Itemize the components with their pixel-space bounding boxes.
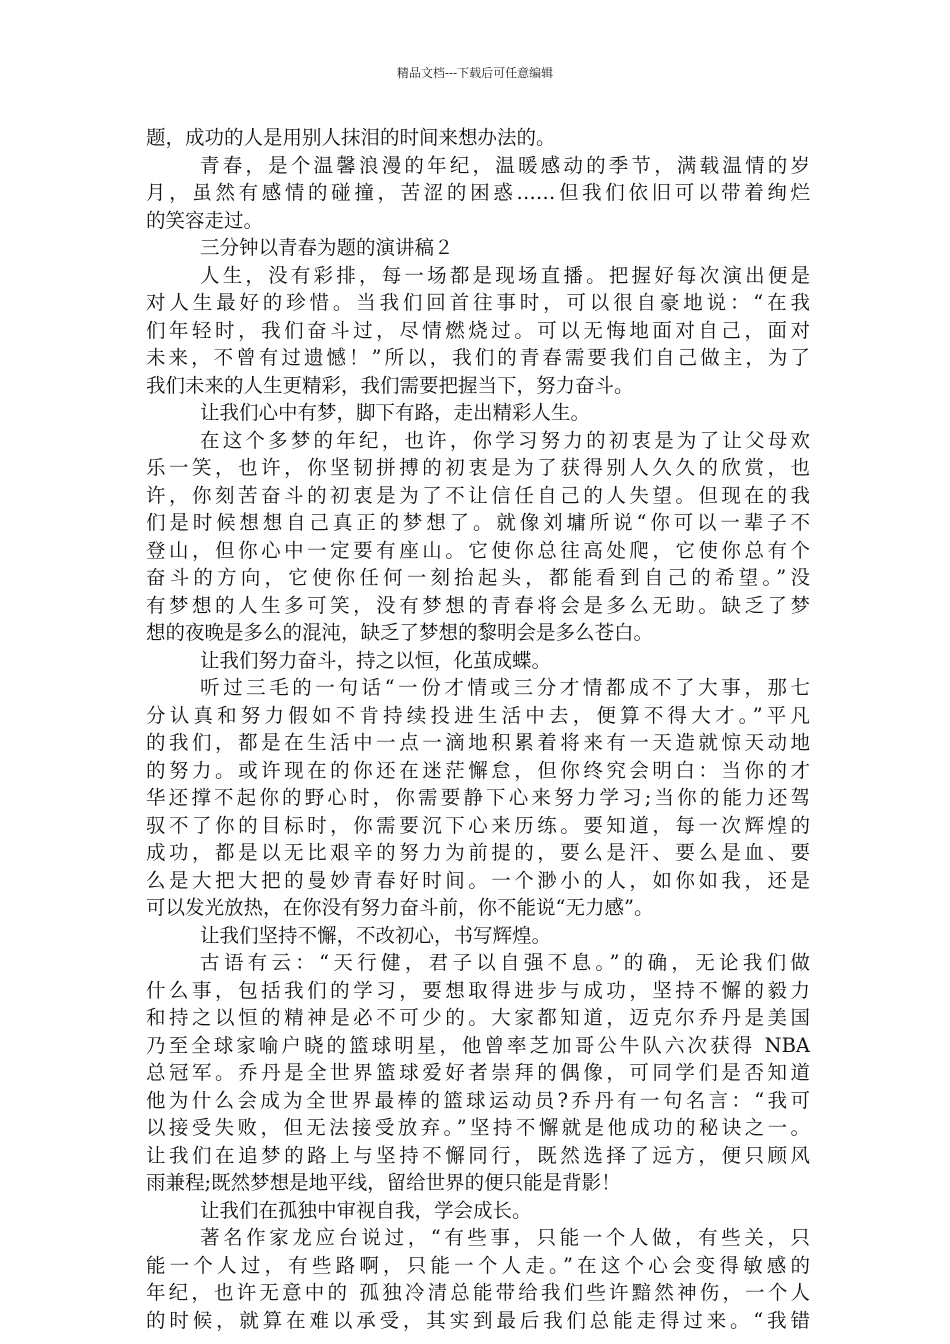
text-line: 登山，但你心中一定要有座山。它使你总往高处爬，它使你总有个 <box>146 538 810 562</box>
text-line: 们是时候想想自己真正的梦想了。就像刘墉所说“你可以一辈子不 <box>146 511 810 534</box>
text-line: 华还撑不起你的野心时，你需要静下心来努力学习;当你的能力还驾 <box>146 786 810 809</box>
page-header: 精品文档---下载后可任意编辑 <box>396 66 554 80</box>
text-line: 和持之以恒的精神是必不可少的。大家都知道，迈克尔乔丹是美国 <box>146 1006 810 1029</box>
text-line: 对人生最好的珍惜。当我们回首往事时，可以很自豪地说：“在我 <box>146 291 810 314</box>
text-line: 么是大把大把的曼妙青春好时间。一个渺小的人，如你如我，还是 <box>146 868 810 892</box>
text-line: 让我们心中有梦，脚下有路，走出精彩人生。 <box>200 401 591 424</box>
text-line: 题，成功的人是用别人抹泪的时间来想办法的。 <box>146 126 556 149</box>
text-line: 奋斗的方向，它使你任何一刻抬起头，都能看到自己的希望。”没 <box>146 566 810 589</box>
text-line: 听过三毛的一句话“一份才情或三分才情都成不了大事，那七 <box>200 676 810 699</box>
text-line: 年纪，也许无意中的 孤独冷清总能带给我们些许黯然神伤，一个人 <box>146 1281 810 1304</box>
text-line: 的笑容走过。 <box>146 208 264 232</box>
text-line: 能一个人过，有些路啊，只能一个人走。”在这个心会变得敏感的 <box>146 1253 810 1277</box>
document-body <box>146 124 810 1334</box>
text-line: 著名作家龙应台说过，“有些事，只能一个人做，有些关，只 <box>200 1226 810 1249</box>
text-line: 青春，是个温馨浪漫的年纪，温暖感动的季节，满载温情的岁 <box>200 153 810 177</box>
text-line: 人生，没有彩排，每一场都是现场直播。把握好每次演出便是 <box>200 263 810 287</box>
text-line: 们年轻时，我们奋斗过，尽情燃烧过。可以无悔地面对自己，面对 <box>146 318 810 342</box>
text-line: 的时候，就算在难以承受，其实到最后我们总能走得过来。“我错 <box>146 1308 810 1332</box>
text-line: 分认真和努力假如不肯持续投进生活中去，便算不得大才。”平凡 <box>146 703 810 727</box>
text-line: 我们未来的人生更精彩，我们需要把握当下，努力奋斗。 <box>146 373 634 397</box>
text-line: 乃至全球家喻户晓的篮球明星，他曾率芝加哥公牛队六次获得 NBA <box>146 1033 810 1057</box>
text-line: 以接受失败，但无法接受放弃。”坚持不懈就是他成功的秘诀之一。 <box>146 1116 810 1139</box>
text-line: 许，你刻苦奋斗的初衷是为了不让信任自己的人失望。但现在的我 <box>146 483 810 507</box>
text-line: 成功，都是以无比艰辛的努力为前提的，要么是汗、要么是血、要 <box>146 841 810 864</box>
text-line: 的我们，都是在生活中一点一滴地积累着将来有一天造就惊天动地 <box>146 731 810 754</box>
text-line: 他为什么会成为全世界最棒的篮球运动员?乔丹有一句名言：“我可 <box>146 1088 810 1112</box>
text-line: 月，虽然有感情的碰撞，苦涩的困惑……但我们依旧可以带着绚烂 <box>146 181 810 204</box>
text-line: 古语有云：“天行健，君子以自强不息。”的确，无论我们做 <box>200 951 810 974</box>
text-line: 雨兼程;既然梦想是地平线，留给世界的便只能是背影！ <box>146 1171 621 1194</box>
text-line: 三分钟以青春为题的演讲稿２ <box>200 236 454 259</box>
text-line: 让我们努力奋斗，持之以恒，化茧成蝶。 <box>200 648 552 672</box>
text-line: 未来，不曾有过遗憾！”所以，我们的青春需要我们自己做主，为了 <box>146 346 810 369</box>
text-line: 让我们在追梦的路上与坚持不懈同行，既然选择了远方，便只顾风 <box>146 1143 810 1167</box>
text-line: 什么事，包括我们的学习，要想取得进步与成功，坚持不懈的毅力 <box>146 978 810 1002</box>
text-line: 的努力。或许现在的你还在迷茫懈怠，但你终究会明白：当你的才 <box>146 758 810 782</box>
text-line: 让我们坚持不懈，不改初心，书写辉煌。 <box>200 923 552 947</box>
text-line: 乐一笑，也许，你坚韧拼搏的初衷是为了获得别人久久的欣赏，也 <box>146 456 810 479</box>
text-line: 想的夜晚是多么的混沌，缺乏了梦想的黎明会是多么苍白。 <box>146 621 654 644</box>
text-line: 有梦想的人生多可笑，没有梦想的青春将会是多么无助。缺乏了梦 <box>146 593 810 617</box>
text-line: 让我们在孤独中审视自我，学会成长。 <box>200 1198 532 1222</box>
text-line: 在这个多梦的年纪，也许，你学习努力的初衷是为了让父母欢 <box>200 428 810 452</box>
text-line: 总冠军。乔丹是全世界篮球爱好者崇拜的偶像，可同学们是否知道 <box>146 1061 810 1084</box>
text-line: 驭不了你的目标时，你需要沉下心来历练。要知道，每一次辉煌的 <box>146 813 810 837</box>
text-line: 可以发光放热，在你没有努力奋斗前，你不能说“无力感”。 <box>146 896 654 919</box>
